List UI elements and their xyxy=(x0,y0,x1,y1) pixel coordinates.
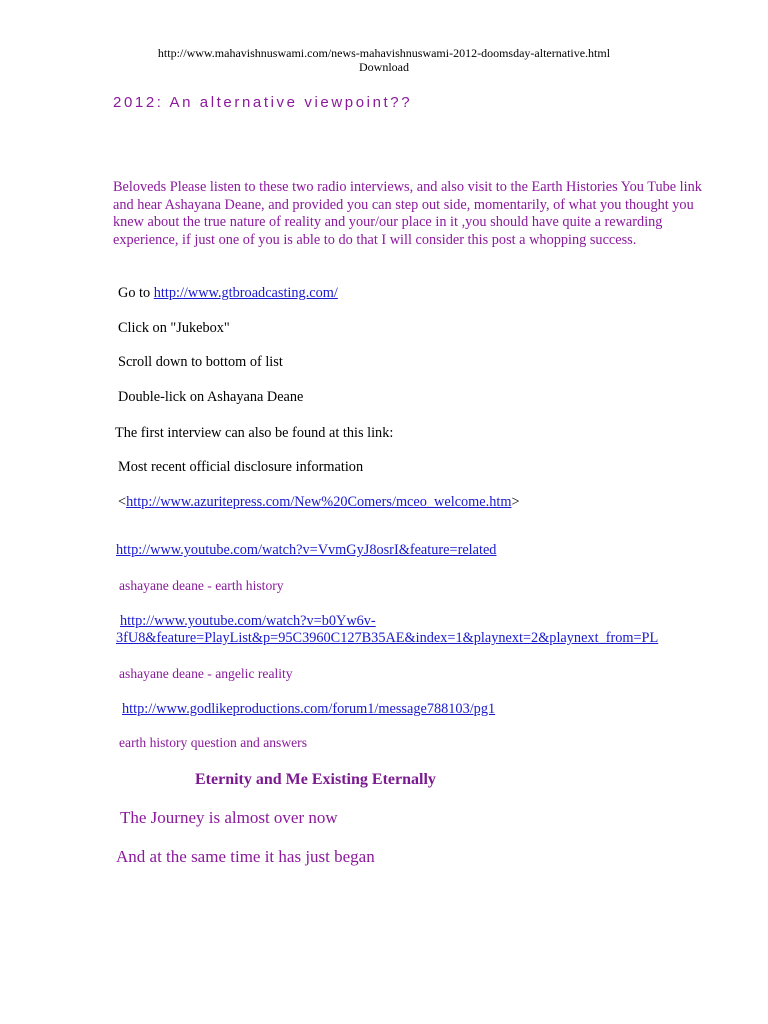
download-label: Download xyxy=(359,60,409,74)
goto-line xyxy=(118,285,338,302)
step-double-click: Double-lick on Ashayana Deane xyxy=(118,389,304,405)
goto-prefix: Go to xyxy=(118,285,154,301)
godlike-line xyxy=(122,701,495,718)
youtube-line-2b xyxy=(116,630,658,647)
godlikeproductions-link[interactable]: http://www.godlikeproductions.com/forum1/message788103/pg1 xyxy=(122,701,496,717)
youtube-link-2-part1[interactable]: http://www.youtube.com/watch?v=b0Yw6v- xyxy=(120,613,376,629)
caption-angelic-reality: ashayane deane - angelic reality xyxy=(119,666,293,681)
youtube-link-2-part2[interactable]: 3fU8&feature=PlayList&p=95C3960C127B35AE&index=1&playnext=2&playnext_from=PL xyxy=(116,630,659,646)
poem-line-1: The Journey is almost over now xyxy=(120,808,338,827)
azurite-open-bracket: < xyxy=(118,494,127,510)
azurite-close-bracket: > xyxy=(511,494,520,510)
caption-question-answers: earth history question and answers xyxy=(119,735,308,750)
step-scroll: Scroll down to bottom of list xyxy=(118,354,283,370)
page-title: 2012: An alternative viewpoint?? xyxy=(113,94,413,111)
first-interview-text: The first interview can also be found at this link: xyxy=(115,425,394,441)
caption-earth-history: ashayane deane - earth history xyxy=(119,578,284,593)
azuritepress-link[interactable]: http://www.azuritepress.com/New%20Comers/mceo_welcome.htm xyxy=(126,494,512,510)
source-url-line: http://www.mahavishnuswami.com/news-mahavishnuswami-2012-doomsday-alternative.html xyxy=(157,46,611,60)
section-heading: Eternity and Me Existing Eternally xyxy=(195,771,436,788)
poem-line-2: And at the same time it has just began xyxy=(116,847,375,866)
most-recent-text: Most recent official disclosure information xyxy=(118,459,364,475)
youtube-link-1[interactable]: http://www.youtube.com/watch?v=VvmGyJ8osrI&feature=related xyxy=(116,542,497,558)
gtbroadcasting-link[interactable]: http://www.gtbroadcasting.com/ xyxy=(153,285,338,301)
intro-paragraph: Beloveds Please listen to these two radio interviews, and also visit to the Earth Histories You Tube link and hear Ashayana Deane, and provided you can step out side, momentarily, of what you thought you knew about the true nature of reality and your/our place in it ,you should have quite a rewarding experience, if just one of you is able to do that I will consider this post a whopping success. xyxy=(113,179,702,248)
step-jukebox: Click on "Jukebox" xyxy=(118,320,230,336)
youtube-line-2a xyxy=(120,613,376,630)
youtube-line-1 xyxy=(116,542,496,559)
azurite-line xyxy=(118,494,520,511)
